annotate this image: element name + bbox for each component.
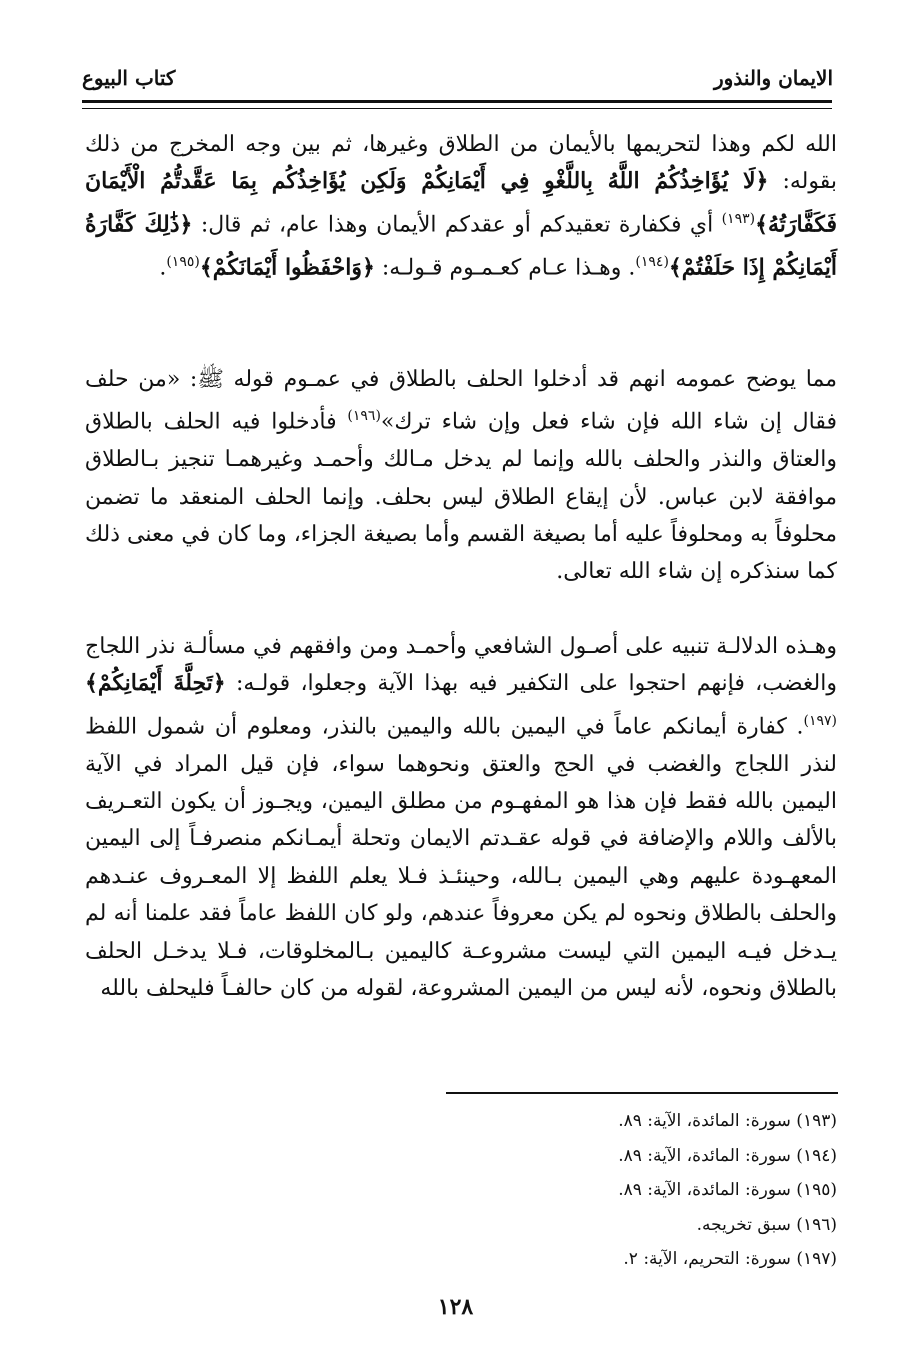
page-number: ١٢٨ xyxy=(437,1294,474,1320)
paragraph-3 xyxy=(85,628,837,1007)
footnote-193: (١٩٣) سورة: المائدة، الآية: ٨٩. xyxy=(618,1111,837,1131)
header-rule-thin xyxy=(82,108,832,109)
footnote-ref: (١٩٤) xyxy=(635,253,669,270)
quran-verse: ﴿تَحِلَّةَ أَيْمَانِكُمْ﴾ xyxy=(85,670,226,697)
text-run: مما يوضح عمومه انهم قد أدخلوا الحلف بالطلاق في عمـوم قوله ﷺ: «من حلف فقال إن شاء الله فإن شاء فعل وإن شاء ترك» xyxy=(85,367,837,435)
paragraph-1 xyxy=(85,126,837,286)
text-run: فأدخلوا فيه الحلف بالطلاق والعتاق والنذر والحلف بالله وإنما لم يدخل مـالك وأحمـد وغيرهمـا تنجيز بـالطلاق موافقة لابن عباس. لأن إيقاع الطلاق ليس بحلف. وإنما الحلف المنعقد ما تضمن محلوفاً به ومحلوفاً عليه أما بصيغة القسم وأما بصيغة الجزاء، وما كان في معنى ذلك كما سنذكره إن شاء الله تعالى. xyxy=(85,409,838,585)
paragraph-2 xyxy=(85,361,837,591)
quran-verse: ﴿لَا يُؤَاخِذُكُمُ اللَّهُ بِاللَّغْوِ فِي أَيْمَانِكُمْ وَلَكِن يُؤَاخِذُكُم بِمَا عَقَّدتُّمُ الْأَيْمَانَ فَكَفَّارَتُهُ﴾ xyxy=(85,168,838,238)
quran-verse: ﴿وَاحْفَظُوا أَيْمَانَكُمْ﴾ xyxy=(199,253,375,280)
footnote-196: (١٩٦) سبق تخريجه. xyxy=(696,1214,837,1235)
footnote-separator xyxy=(446,1092,838,1094)
text-run: وهـذه الدلالـة تنبيه على أصـول الشافعي وأحمـد ومن وافقهم في مسألـة نذر اللجاج والغضب، فإنهم احتجوا على التكفير فيه بهذا الآية وجعلوا، قولـه: xyxy=(85,634,837,697)
quran-verse: ﴿ذَٰلِكَ كَفَّارَةُ أَيْمَانِكُمْ إِذَا حَلَفْتُمْ﴾ xyxy=(85,211,837,280)
text-run: . xyxy=(159,254,167,280)
footnote-ref: (١٩٦) xyxy=(347,408,381,425)
footnote-195: (١٩٥) سورة: المائدة، الآية: ٨٩. xyxy=(618,1180,837,1200)
text-run: . كفارة أيمانكم عاماً في اليمين بالله واليمين بالنذر، ومعلوم أن شمول اللفظ لنذر اللجاج والغضب في الحج والعتق ونحوهما سواء، فإن قيل المراد في الآية اليمين بالله فقط فإن هذا هو المفهـوم من مطلق اليمين، ويجـوز أن يكون التعـريف بالألف واللام والإضافة في قوله عقـدتم الايمان وتحلة أيمـانكم منصرفـاً إلى اليمين المعهـودة عليهم وهي اليمين بـالله، وحينئـذ فـلا يعلم اللفظ إلا المعـروف عنـدهم والحلف بالطلاق ونحوه لم يكن معروفاً عندهم، ولو كان اللفظ عاماً فقد علمنا أنه لم يـدخل فيـه اليمين التي ليست مشروعـة كاليمين بـالمخلوقات، فـلا يدخـل الحلف بالطلاق ونحوه، لأنه ليس من اليمين المشروعة، لقوله من كان حالفـاً فليحلف بالله xyxy=(85,714,837,1001)
running-header-book: كتاب البيوع xyxy=(82,66,176,90)
footnote-ref: (١٩٥) xyxy=(166,253,200,270)
running-header-chapter: الايمان والنذور xyxy=(714,66,833,90)
header-rule-thick xyxy=(82,100,832,103)
footnote-list xyxy=(337,1104,837,1277)
text-run: أي فكفارة تعقيدكم أو عقدكم الأيمان وهذا عام، ثم قال: xyxy=(192,212,722,238)
footnote-194: (١٩٤) سورة: المائدة، الآية: ٨٩. xyxy=(618,1145,837,1166)
footnote-197: (١٩٧) سورة: التحريم، الآية: ٢. xyxy=(623,1249,837,1269)
text-run: . وهـذا عـام كعـمـوم قـولـه: xyxy=(374,254,636,280)
footnote-ref: (١٩٣) xyxy=(721,210,756,227)
text-run: الله لكم وهذا لتحريمها بالأيمان من الطلاق وغيرها، ثم بين وجه المخرج من ذلك بقوله: xyxy=(85,132,837,195)
footnote-ref: (١٩٧) xyxy=(803,712,837,729)
